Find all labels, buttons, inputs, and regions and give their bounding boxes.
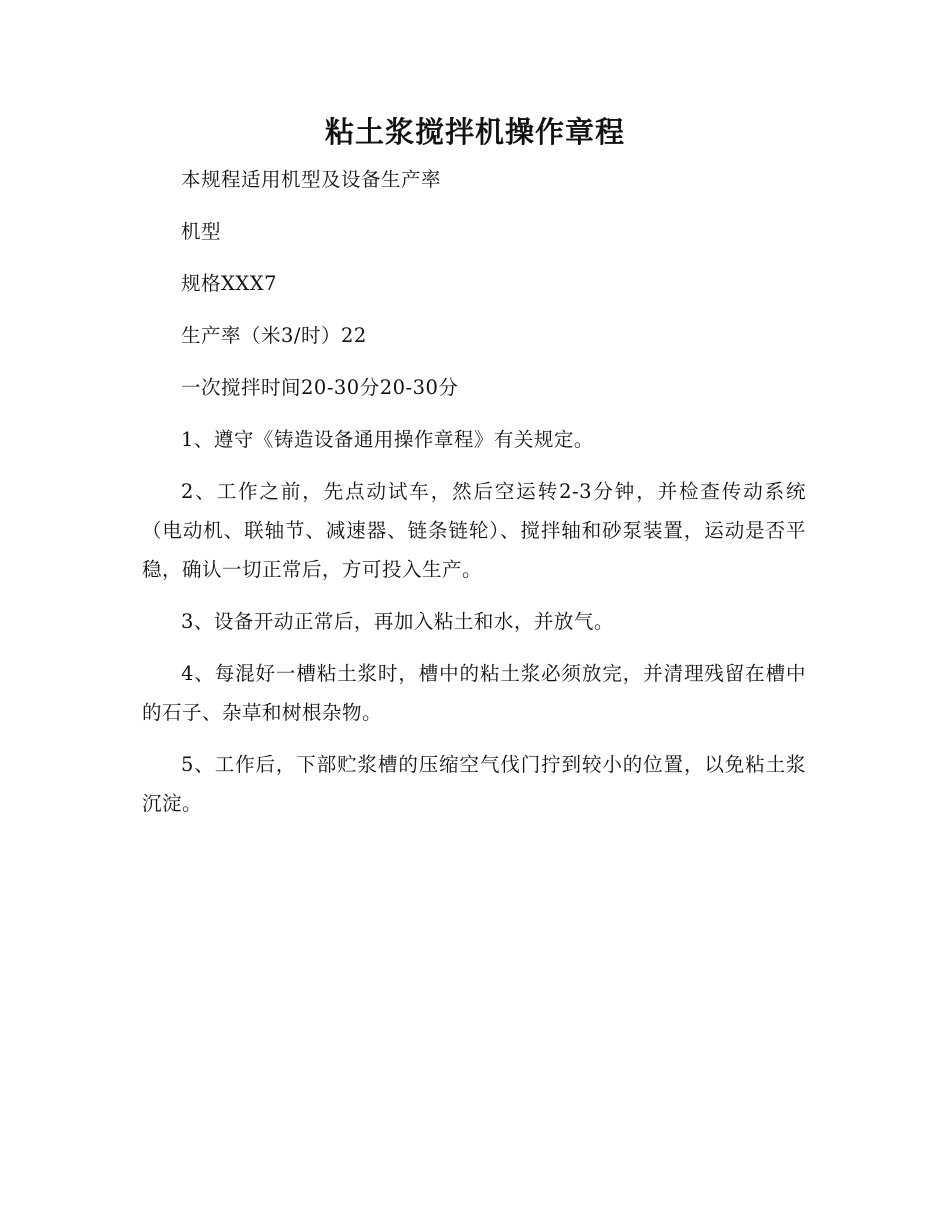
rule-paragraph-2: 2、工作之前，先点动试车，然后空运转2-3分钟，并检查传动系统（电动机、联轴节、减速器、链条链轮）、搅拌轴和砂泵装置，运动是否平稳，确认一切正常后，方可投入生产。 <box>142 480 806 581</box>
rule-paragraph-5: 5、工作后，下部贮浆槽的压缩空气伐门拧到较小的位置，以免粘土浆沉淀。 <box>142 753 806 815</box>
spec-line-productivity: 生产率（米3/时）22 <box>181 324 367 347</box>
rule-paragraph-3: 3、设备开动正常后，再加入粘土和水，并放气。 <box>181 610 614 633</box>
rule-paragraph-1: 1、遵守《铸造设备通用操作章程》有关规定。 <box>181 428 594 451</box>
spec-line-applicable-models: 本规程适用机型及设备生产率 <box>181 168 442 191</box>
document-title: 粘土浆搅拌机操作章程 <box>324 115 625 149</box>
spec-line-mixing-time: 一次搅拌时间20-30分20-30分 <box>181 376 459 399</box>
document-body <box>142 160 806 836</box>
spec-line-model: 机型 <box>181 220 222 243</box>
rule-paragraph-4: 4、每混好一槽粘土浆时，槽中的粘土浆必须放完，并清理残留在槽中的石子、杂草和树根杂物。 <box>142 662 806 724</box>
spec-line-specification: 规格XXX7 <box>181 272 278 295</box>
